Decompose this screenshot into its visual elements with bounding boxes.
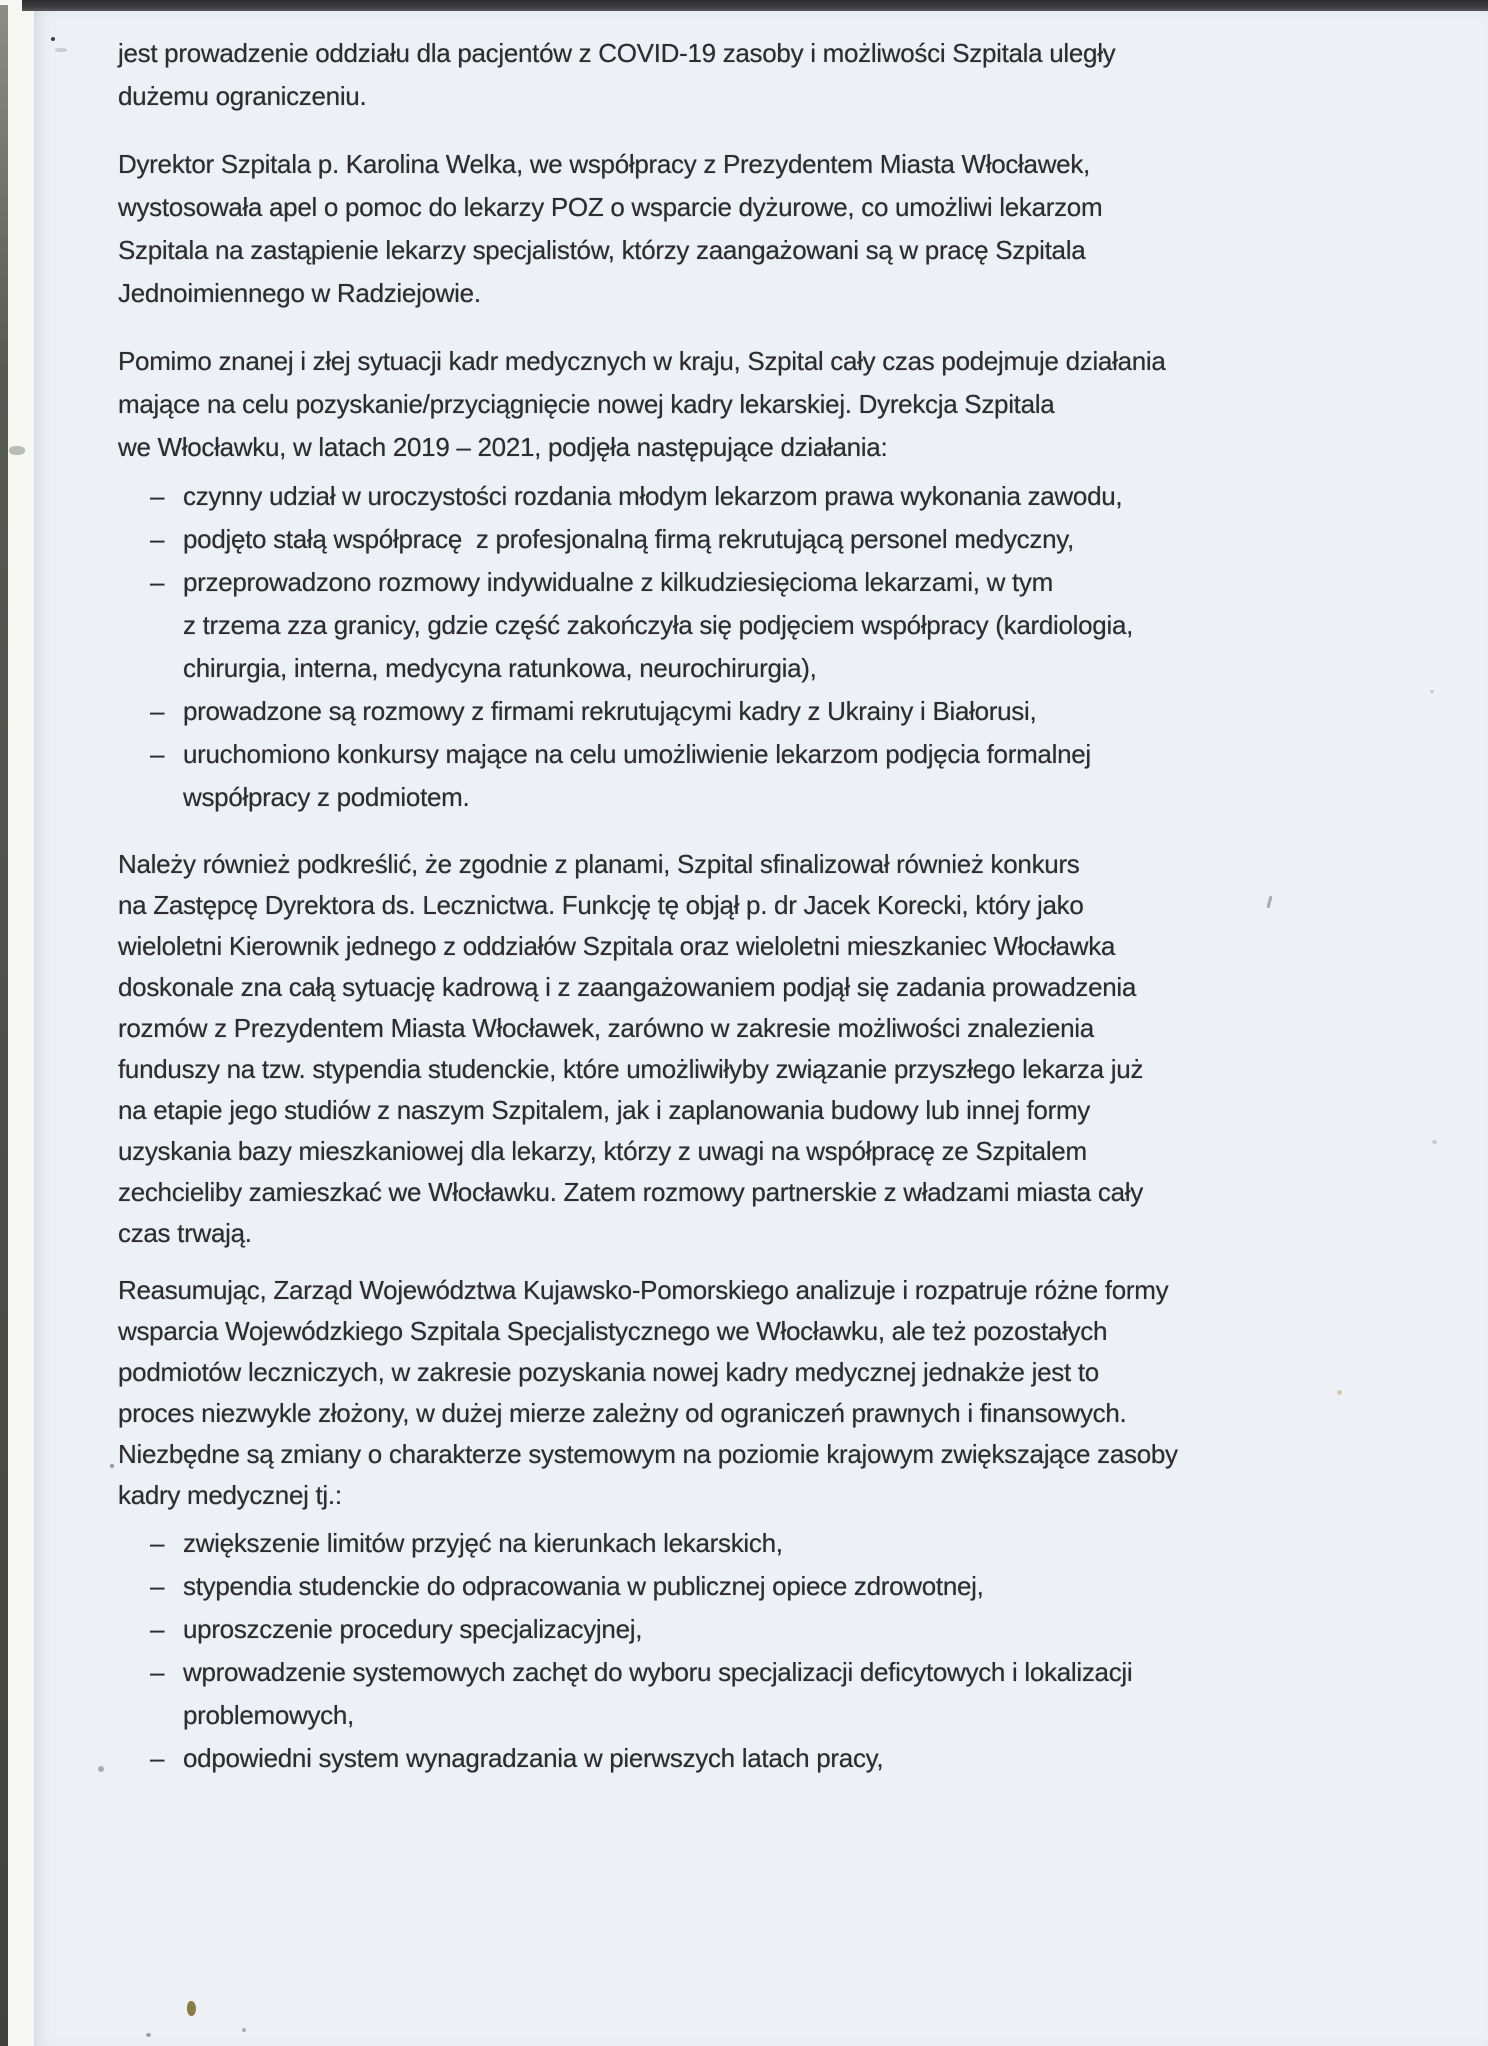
scan-edge-left (0, 5, 8, 2046)
bullet-item-text (183, 475, 1418, 518)
text-line: podmiotów leczniczych, w zakresie pozyskania nowej kadry medycznej jednakże jest to (118, 1357, 1099, 1387)
scan-speck (242, 2028, 246, 2032)
text-line: rozmów z Prezydentem Miasta Włocławek, zarówno w zakresie możliwości znalezienia (118, 1013, 1094, 1043)
scan-speck (51, 37, 55, 41)
text-line: Szpitala na zastąpienie lekarzy specjalistów, którzy zaangażowani są w pracę Szpitala (118, 235, 1086, 265)
scan-speck (1432, 1140, 1437, 1144)
bullet-item-text (183, 518, 1418, 561)
text-line: jest prowadzenie oddziału dla pacjentów z COVID-19 zasoby i możliwości Szpitala uległy (118, 38, 1116, 68)
text-line: Jednoimiennego w Radziejowie. (118, 278, 481, 308)
text-line: mające na celu pozyskanie/przyciągnięcie nowej kadry lekarskiej. Dyrekcja Szpitala (118, 389, 1055, 419)
bullet-item-text (183, 1737, 1418, 1780)
bullet-item-text (183, 733, 1418, 819)
text-line: zwiększenie limitów przyjęć na kierunkach lekarskich, (183, 1528, 783, 1558)
scan-speck (187, 2001, 196, 2016)
bullet-item (118, 733, 1418, 819)
bullet-item (118, 1522, 1418, 1565)
text-line: problemowych, (183, 1700, 354, 1730)
bullet-dash-icon: – (150, 696, 165, 726)
bullet-dash-icon: – (150, 1743, 165, 1773)
paragraph (118, 844, 1418, 1254)
text-line: dużemu ograniczeniu. (118, 81, 367, 111)
scan-speck (146, 2033, 151, 2037)
paragraph (118, 340, 1418, 469)
text-line: prowadzone są rozmowy z firmami rekrutującymi kadry z Ukrainy i Białorusi, (183, 696, 1037, 726)
bullet-item (118, 475, 1418, 518)
bullet-item-text (183, 561, 1418, 690)
text-line: przeprowadzono rozmowy indywidualne z kilkudziesięcioma lekarzami, w tym (183, 567, 1053, 597)
bullet-item-text (183, 690, 1418, 733)
scan-speck (1430, 690, 1434, 693)
text-line: wsparcia Wojewódzkiego Szpitala Specjalistycznego we Włocławku, ale też pozostałych (118, 1316, 1108, 1346)
scan-speck (110, 1464, 114, 1468)
text-line: wprowadzenie systemowych zachęt do wyboru specjalizacji deficytowych i lokalizacji (183, 1657, 1133, 1687)
text-line: uruchomiono konkursy mające na celu umożliwienie lekarzom podjęcia formalnej (183, 739, 1091, 769)
text-line: odpowiedni system wynagradzania w pierwszych latach pracy, (183, 1743, 884, 1773)
text-line: czas trwają. (118, 1218, 252, 1248)
text-line: funduszy na tzw. stypendia studenckie, które umożliwiłyby związanie przyszłego lekarza już (118, 1054, 1144, 1084)
paragraph (118, 1270, 1418, 1516)
text-line: wystosowała apel o pomoc do lekarzy POZ o wsparcie dyżurowe, co umożliwi lekarzom (118, 192, 1103, 222)
bullet-list (118, 475, 1418, 819)
bullet-dash-icon: – (150, 1657, 165, 1687)
text-line: uzyskania bazy mieszkaniowej dla lekarzy, którzy z uwagi na współpracę ze Szpitalem (118, 1136, 1087, 1166)
text-line: kadry medycznej tj.: (118, 1480, 342, 1510)
bullet-dash-icon: – (150, 1571, 165, 1601)
paragraph (118, 32, 1418, 118)
bullet-item-text (183, 1608, 1418, 1651)
text-line: współpracy z podmiotem. (183, 782, 470, 812)
bullet-item (118, 518, 1418, 561)
text-line: doskonale zna całą sytuację kadrową i z zaangażowaniem podjął się zadania prowadzenia (118, 972, 1137, 1002)
bullet-dash-icon: – (150, 481, 165, 511)
text-line: we Włocławku, w latach 2019 – 2021, podjęła następujące działania: (118, 432, 888, 462)
bullet-dash-icon: – (150, 739, 165, 769)
text-line: stypendia studenckie do odpracowania w publicznej opiece zdrowotnej, (183, 1571, 984, 1601)
bullet-item (118, 1737, 1418, 1780)
scan-speck (1337, 1390, 1342, 1395)
text-line: proces niezwykle złożony, w dużej mierze zależny od ograniczeń prawnych i finansowych. (118, 1398, 1127, 1428)
bullet-dash-icon: – (150, 567, 165, 597)
bullet-item (118, 1565, 1418, 1608)
scan-edge-top (22, 0, 1488, 11)
text-line: Reasumując, Zarząd Województwa Kujawsko-Pomorskiego analizuje i rozpatruje różne formy (118, 1275, 1169, 1305)
text-line: Niezbędne są zmiany o charakterze systemowym na poziomie krajowym zwiększające zasoby (118, 1439, 1178, 1469)
bullet-item-text (183, 1522, 1418, 1565)
text-line: uproszczenie procedury specjalizacyjnej, (183, 1614, 643, 1644)
bullet-item (118, 561, 1418, 690)
text-line: z trzema zza granicy, gdzie część zakończyła się podjęciem współpracy (kardiologia, (183, 610, 1134, 640)
text-line: Należy również podkreślić, że zgodnie z planami, Szpital sfinalizował również konkurs (118, 849, 1080, 879)
bullet-dash-icon: – (150, 1614, 165, 1644)
text-line: Pomimo znanej i złej sytuacji kadr medycznych w kraju, Szpital cały czas podejmuje działania (118, 346, 1166, 376)
bullet-list (118, 1522, 1418, 1780)
text-line: zechcieliby zamieszkać we Włocławku. Zatem rozmowy partnerskie z władzami miasta cały (118, 1177, 1143, 1207)
paragraph (118, 143, 1418, 315)
bullet-dash-icon: – (150, 1528, 165, 1558)
text-line: chirurgia, interna, medycyna ratunkowa, neurochirurgia), (183, 653, 817, 683)
bullet-item-text (183, 1651, 1418, 1737)
text-line: na Zastępcę Dyrektora ds. Lecznictwa. Funkcję tę objął p. dr Jacek Korecki, który jako (118, 890, 1084, 920)
scan-speck (98, 1766, 104, 1772)
bullet-item (118, 1608, 1418, 1651)
text-line: na etapie jego studiów z naszym Szpitalem, jak i zaplanowania budowy lub innej formy (118, 1095, 1091, 1125)
bullet-item-text (183, 1565, 1418, 1608)
scan-smudge (9, 446, 25, 455)
scan-speck (55, 48, 67, 52)
text-line: podjęto stałą współpracę z profesjonalną firmą rekrutującą personel medyczny, (183, 524, 1074, 554)
text-line: wieloletni Kierownik jednego z oddziałów Szpitala oraz wieloletni mieszkaniec Włocławka (118, 931, 1116, 961)
bullet-item (118, 1651, 1418, 1737)
bullet-item (118, 690, 1418, 733)
text-line: czynny udział w uroczystości rozdania młodym lekarzom prawa wykonania zawodu, (183, 481, 1123, 511)
text-line: Dyrektor Szpitala p. Karolina Welka, we współpracy z Prezydentem Miasta Włocławek, (118, 149, 1090, 179)
document-content (118, 32, 1418, 1780)
bullet-dash-icon: – (150, 524, 165, 554)
